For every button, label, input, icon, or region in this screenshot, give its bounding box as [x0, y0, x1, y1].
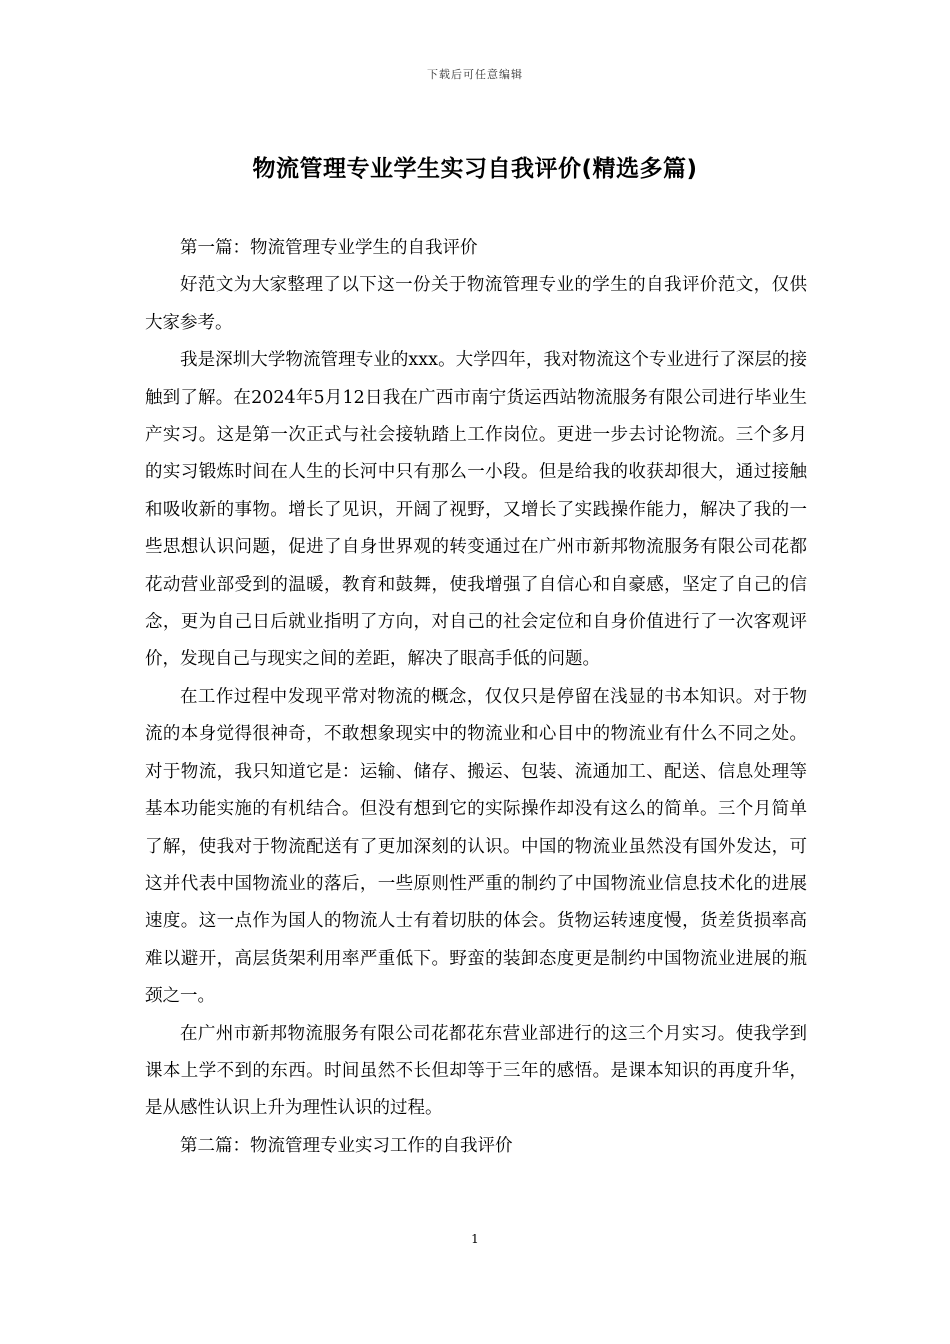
header-note: 下载后可任意编辑: [427, 68, 523, 81]
paragraph-body-3: 在广州市新邦物流服务有限公司花都花东营业部进行的这三个月实习。使我学到课本上学不到的东西。时间虽然不长但却等于三年的感悟。是课本知识的再度升华，是从感性认识上升为理性认识的过程。: [145, 1023, 807, 1119]
page-number: 1: [471, 1232, 479, 1246]
section-heading-2: 第二篇：物流管理专业实习工作的自我评价: [180, 1135, 513, 1156]
section-heading-1: 第一篇：物流管理专业学生的自我评价: [180, 238, 478, 258]
document-title: 物流管理专业学生实习自我评价(精选多篇): [252, 156, 698, 182]
paragraph-body-2: 在工作过程中发现平常对物流的概念，仅仅只是停留在浅显的书本知识。对于物流的本身觉得很神奇，不敢想象现实中的物流业和心目中的物流业有什么不同之处。对于物流，我只知道它是：运输、储存、搬运、包装、流通加工、配送、信息处理等基本功能实施的有机结合。但没有想到它的实际操作却没有这么的简单。三个月简单了解，使我对于物流配送有了更加深刻的认识。中国的物流业虽然没有国外发达，可这并代表中国物流业的落后，一些原则性严重的制约了中国物流业信息技术化的进展速度。这一点作为国人的物流人士有着切肤的体会。货物运转速度慢，货差货损率高难以避开，高层货架利用率严重低下。野蛮的装卸态度更是制约中国物流业进展的瓶颈之一。: [145, 686, 807, 1007]
document-body: [145, 230, 807, 1165]
paragraph-body-1: 我是深圳大学物流管理专业的xxx。大学四年，我对物流这个专业进行了深层的接触到了解。在2024年5月12日我在广西市南宁货运西站物流服务有限公司进行毕业生产实习。这是第一次正式与社会接轨踏上工作岗位。更进一步去讨论物流。三个多月的实习锻炼时间在人生的长河中只有那么一小段。但是给我的收获却很大，通过接触和吸收新的事物。增长了见识，开阔了视野，又增长了实践操作能力，解决了我的一些思想认识问题，促进了自身世界观的转变通过在广州市新邦物流服务有限公司花都花动营业部受到的温暖，教育和鼓舞，使我增强了自信心和自豪感，坚定了自己的信念，更为自己日后就业指明了方向，对自己的社会定位和自身价值进行了一次客观评价，发现自己与现实之间的差距，解决了眼高手低的问题。: [145, 350, 807, 670]
paragraph-intro: 好范文为大家整理了以下这一份关于物流管理专业的学生的自我评价范文，仅供大家参考。: [145, 275, 807, 333]
